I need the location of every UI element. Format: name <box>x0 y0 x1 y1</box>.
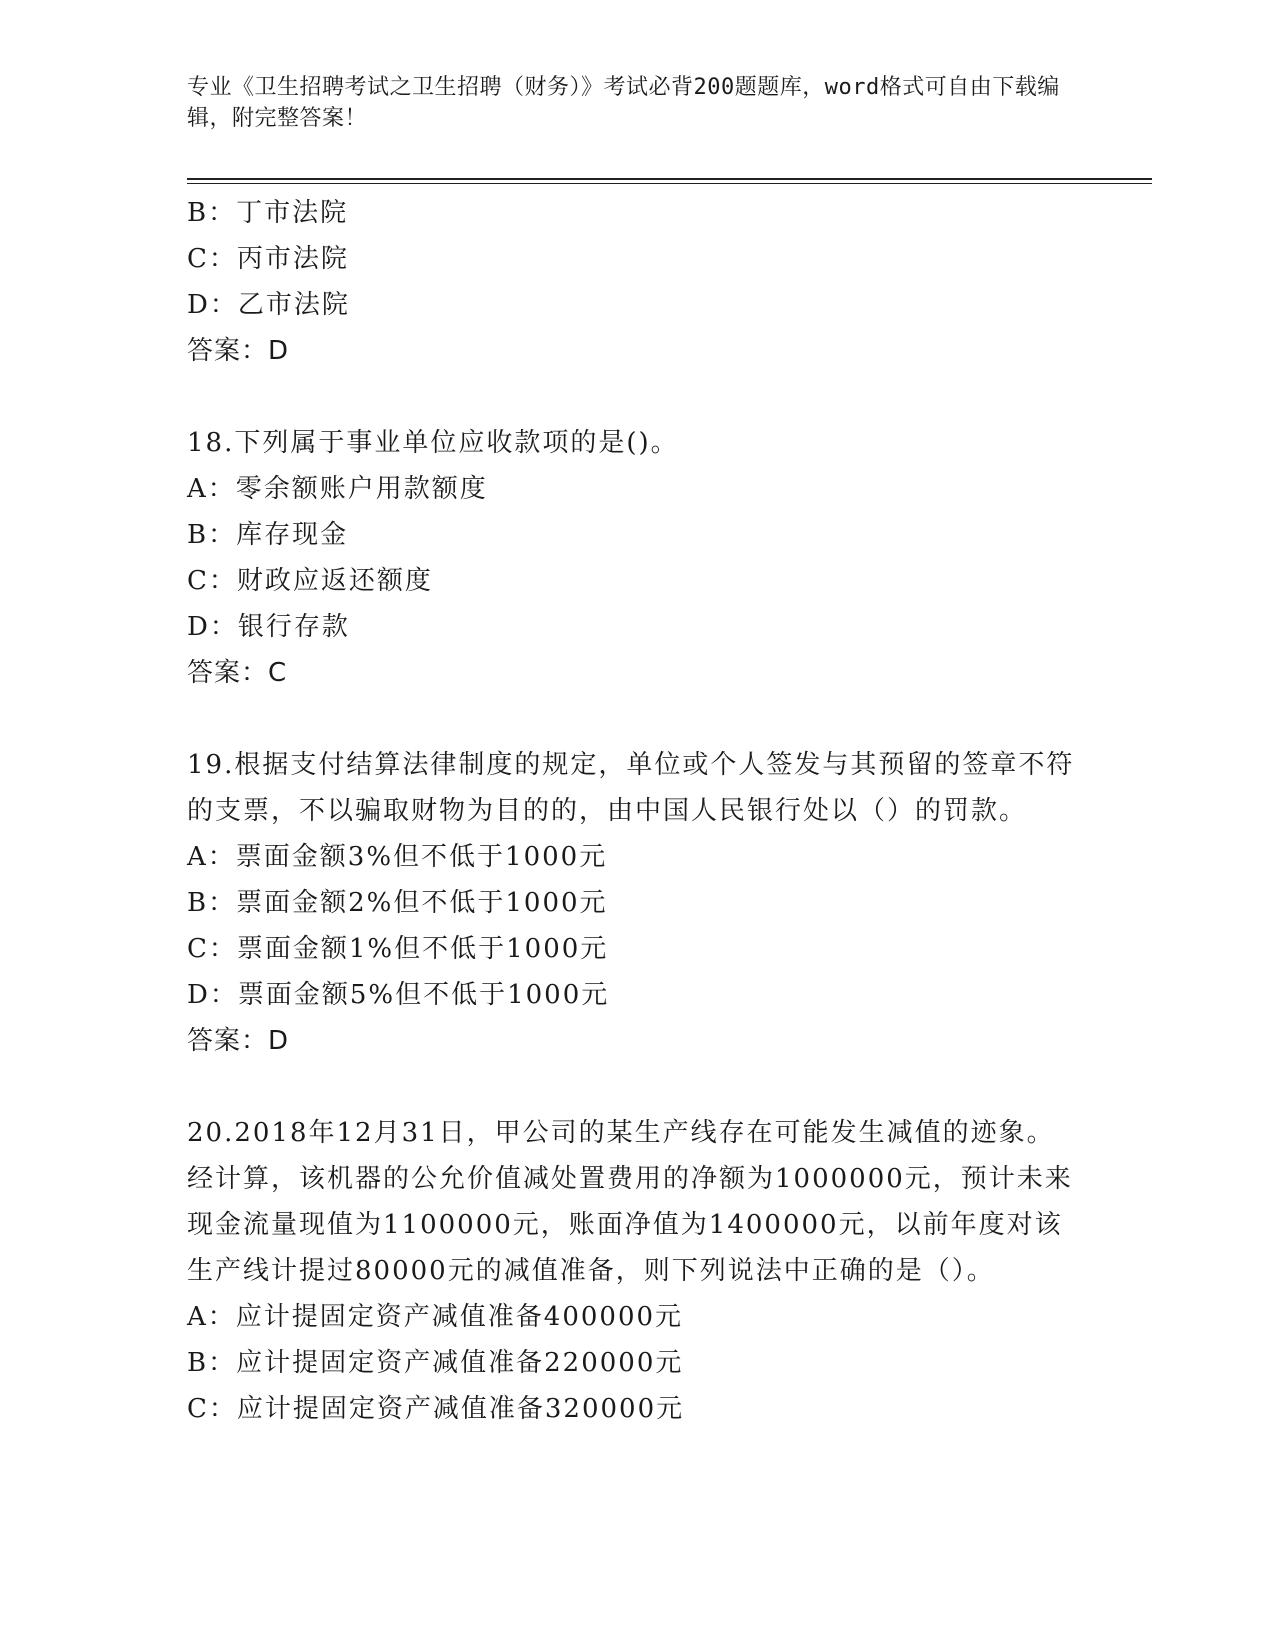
option-c: C：应计提固定资产减值准备320000元 <box>187 1394 685 1424</box>
option-b: B：票面金额2%但不低于1000元 <box>187 888 608 918</box>
document-header: 专业《卫生招聘考试之卫生招聘（财务）》考试必背200题题库，word格式可自由下载编辑，附完整答案！ <box>187 75 1060 131</box>
option-c: C：丙市法院 <box>187 244 349 274</box>
option-b: B：库存现金 <box>187 520 349 550</box>
question-stem: 19.根据支付结算法律制度的规定，单位或个人签发与其预留的签章不符的支票，不以骗取财物为目的的，由中国人民银行处以（）的罚款。 <box>187 750 1075 826</box>
question-list <box>187 190 1087 1432</box>
question-18 <box>187 420 1087 696</box>
option-a: A：票面金额3%但不低于1000元 <box>187 842 608 872</box>
option-c: C：财政应返还额度 <box>187 566 433 596</box>
header-divider-thick <box>187 178 1152 180</box>
option-b: B：应计提固定资产减值准备220000元 <box>187 1348 684 1378</box>
question-20 <box>187 1110 1087 1432</box>
answer-text: 答案：D <box>187 336 290 366</box>
option-b: B：丁市法院 <box>187 198 349 228</box>
answer-text: 答案：C <box>187 658 288 688</box>
question-19 <box>187 742 1087 1064</box>
option-a: A：零余额账户用款额度 <box>187 474 488 504</box>
answer-text: 答案：D <box>187 1026 290 1056</box>
option-d: D：票面金额5%但不低于1000元 <box>187 980 610 1010</box>
option-d: D：乙市法院 <box>187 290 350 320</box>
option-d: D：银行存款 <box>187 612 350 642</box>
question-stem: 20.2018年12月31日，甲公司的某生产线存在可能发生减值的迹象。经计算，该机器的公允价值减处置费用的净额为1000000元，预计未来现金流量现值为1100000元，账面净值为1400000元，以前年度对该生产线计提过80000元的减值准备，则下列说法中正确的是（）。 <box>187 1118 1073 1286</box>
option-c: C：票面金额1%但不低于1000元 <box>187 934 609 964</box>
question-17 <box>187 190 1087 374</box>
question-stem: 18.下列属于事业单位应收款项的是()。 <box>187 428 679 458</box>
option-a: A：应计提固定资产减值准备400000元 <box>187 1302 684 1332</box>
header-divider-thin <box>187 183 1152 184</box>
